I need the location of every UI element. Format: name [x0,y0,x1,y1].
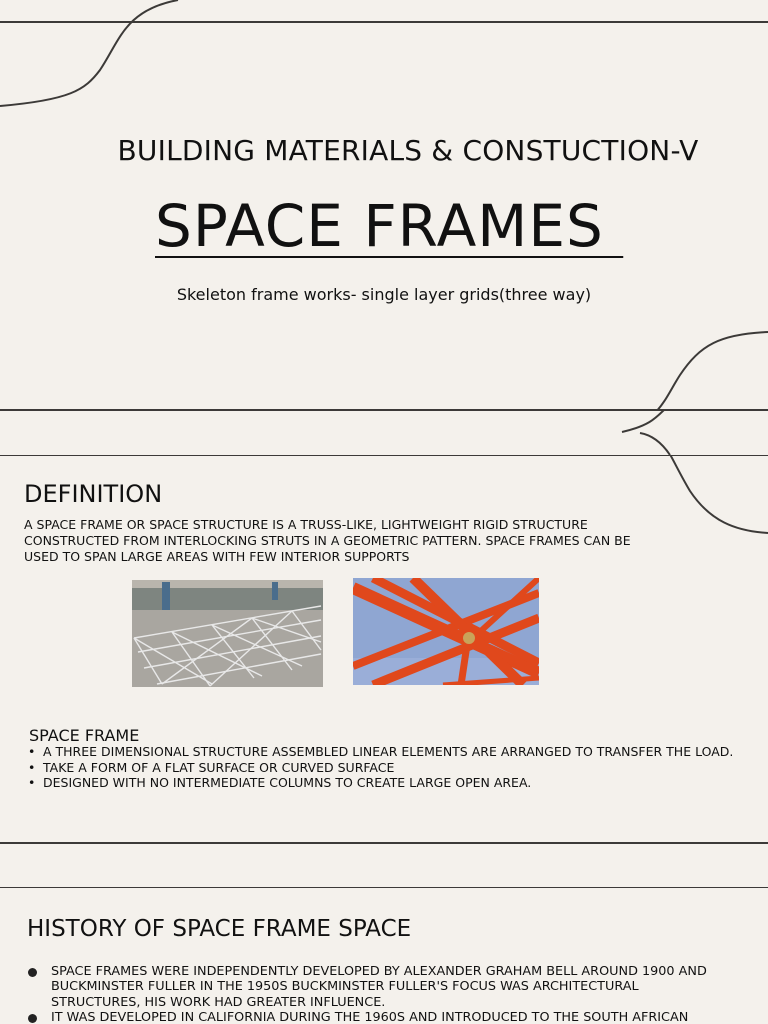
definition-slide [0,456,768,842]
space-frame-photo [132,580,323,687]
definition-heading: DEFINITION [24,480,163,508]
list-item: IT WAS DEVELOPED IN CALIFORNIA DURING THE 1960S AND INTRODUCED TO THE SOUTH AFRICAN [26,1010,726,1024]
list-item: • TAKE A FORM OF A FLAT SURFACE OR CURVED SURFACE [28,760,748,776]
space-frame-bullet-list [28,744,748,791]
decorative-curve-gap [0,411,768,455]
space-frame-heading: SPACE FRAME [29,726,140,745]
list-item: • DESIGNED WITH NO INTERMEDIATE COLUMNS TO CREATE LARGE OPEN AREA. [28,775,748,791]
history-bullet-list [26,964,726,1024]
history-heading: HISTORY OF SPACE FRAME SPACE [27,916,412,942]
list-item: SPACE FRAMES WERE INDEPENDENTLY DEVELOPED BY ALEXANDER GRAHAM BELL AROUND 1900 AND BUCKMINSTER FULLER IN THE 1950S BUCKMINSTER FULLER'S FOCUS WAS ARCHITECTURAL STRUCTURES, HIS WORK HAD GREATER INFLUENCE. [26,964,726,1010]
course-title: BUILDING MATERIALS & CONSTUCTION-V [117,134,699,167]
title-slide [0,0,768,410]
slide-gap [0,844,768,887]
slide-gap [0,411,768,455]
subtitle: Skeleton frame works- single layer grids(three way) [176,285,592,304]
page-title: SPACE FRAMES [155,192,624,260]
definition-text: A SPACE FRAME OR SPACE STRUCTURE IS A TRUSS-LIKE, LIGHTWEIGHT RIGID STRUCTURE CONSTRUCTED FROM INTERLOCKING STRUTS IN A GEOMETRIC PATTERN. SPACE FRAMES CAN BE USED TO SPAN LARGE AREAS WITH FEW INTERIOR SUPPORTS [24,517,631,564]
history-slide [0,888,768,1024]
orange-struts-photo [353,578,539,685]
list-item: • A THREE DIMENSIONAL STRUCTURE ASSEMBLED LINEAR ELEMENTS ARE ARRANGED TO TRANSFER THE LOAD. [28,744,748,760]
